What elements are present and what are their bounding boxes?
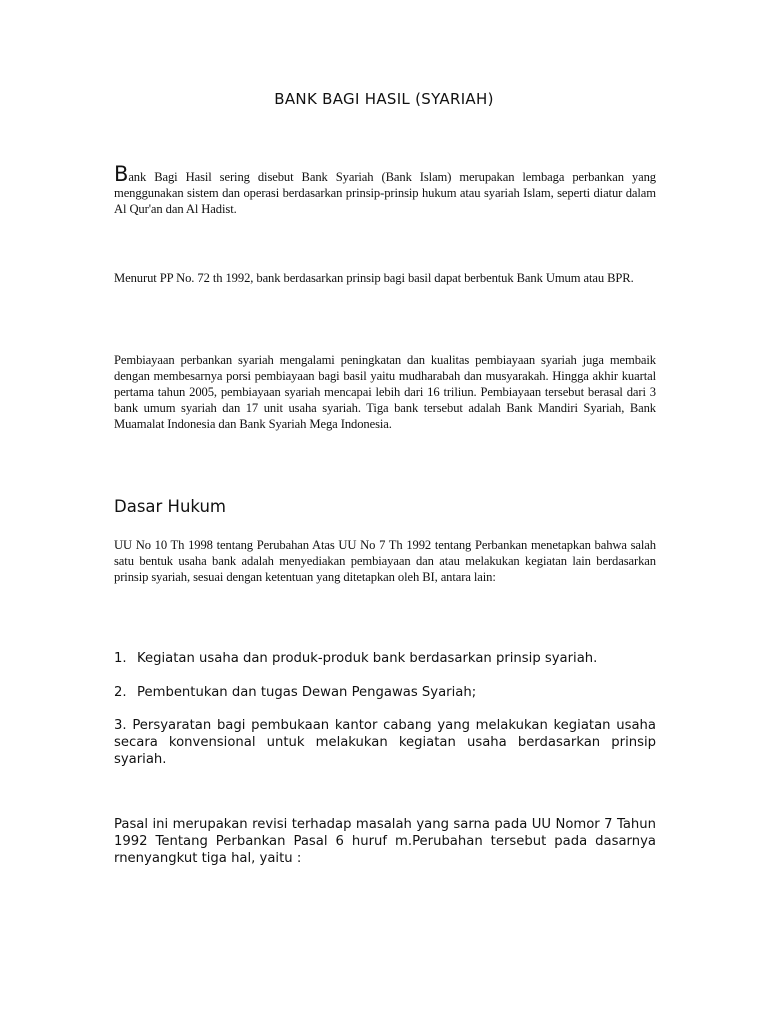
list-number: 2. — [114, 685, 127, 700]
list-number: 3. — [114, 718, 127, 733]
section-heading-dasar-hukum: Dasar Hukum — [114, 497, 226, 516]
document-title: BANK BAGI HASIL (SYARIAH) — [274, 90, 494, 108]
paragraph-pembiayaan: Pembiayaan perbankan syariah mengalami peningkatan dan kualitas pembiayaan syariah juga membaik dengan membesarnya porsi pembiayaan bagi basil yaitu mudharabah dan musyarakah. Hingga akhir kuartal pertama tahun 2005, pembiayaan syariah mencapai lebih dari 16 triliun. Pembiayaan tersebut berasal dari 3 bank umum syariah dan 17 unit usaha syariah. Tiga bank tersebut adalah Bank Mandiri Syariah, Bank Muamalat Indonesia dan Bank Syariah Mega Indonesia. — [114, 353, 656, 431]
list-item-text: Persyaratan bagi pembukaan kantor cabang yang melakukan kegiatan usaha secara konvensional untuk melakukan kegiatan usaha berdasarkan prinsip syariah. — [114, 718, 656, 767]
list-number: 1. — [114, 651, 127, 666]
list-item-text: Kegiatan usaha dan produk-produk bank berdasarkan prinsip syariah. — [137, 651, 598, 666]
paragraph-pp-72: Menurut PP No. 72 th 1992, bank berdasarkan prinsip bagi basil dapat berbentuk Bank Umum atau BPR. — [114, 271, 634, 285]
paragraph-uu-10: UU No 10 Th 1998 tentang Perubahan Atas UU No 7 Th 1992 tentang Perbankan menetapkan bahwa salah satu bentuk usaha bank adalah menyediakan pembiayaan dan atau melakukan kegiatan lain berdasarkan prinsip syariah, sesuai dengan ketentuan yang ditetapkan oleh BI, antara lain: — [114, 538, 656, 584]
intro-text: ank Bagi Hasil sering disebut Bank Syariah (Bank Islam) merupakan lembaga perbankan yang menggunakan sistem dan operasi berdasarkan prinsip-prinsip hukum atau syariah Islam, seperti diatur dalam Al Qur'an dan Al Hadist. — [114, 170, 656, 216]
drop-cap: B — [114, 162, 129, 186]
intro-paragraph — [114, 162, 656, 217]
list-item — [114, 717, 656, 768]
list-item-text: Pembentukan dan tugas Dewan Pengawas Syariah; — [137, 685, 477, 700]
list-item — [114, 684, 656, 701]
list-item — [114, 650, 656, 667]
paragraph-pasal: Pasal ini merupakan revisi terhadap masalah yang sarna pada UU Nomor 7 Tahun 1992 Tentang Perbankan Pasal 6 huruf m.Perubahan tersebut pada dasarnya rnenyangkut tiga hal, yaitu : — [114, 817, 656, 866]
